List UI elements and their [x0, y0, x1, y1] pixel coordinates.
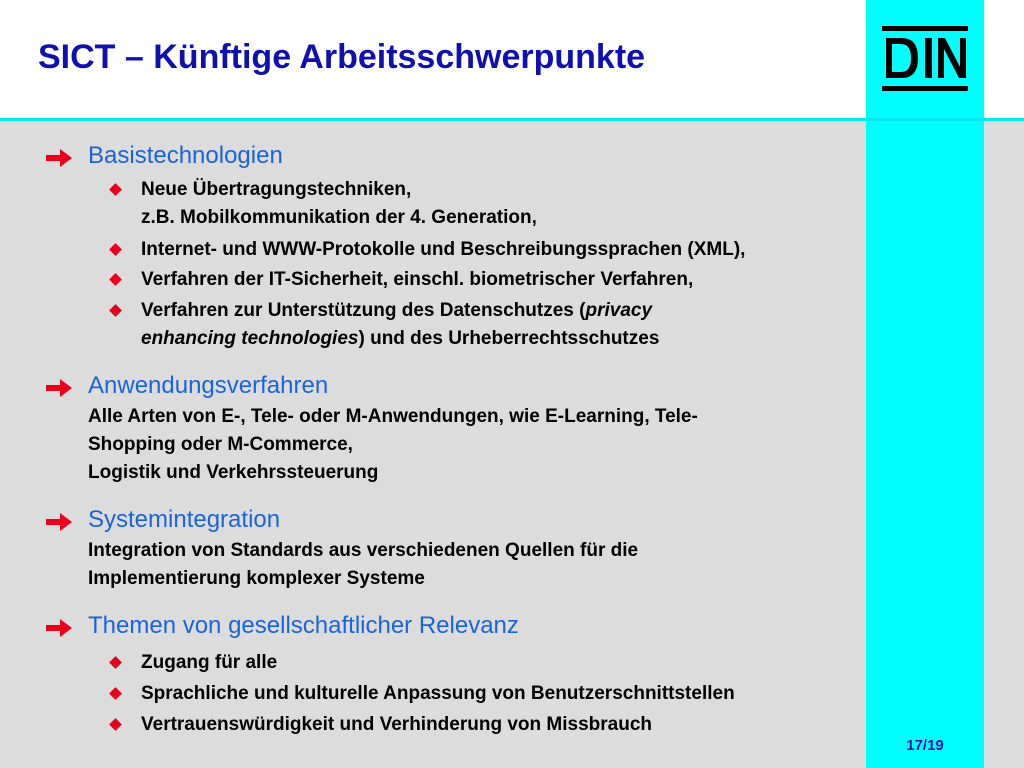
section-body: Integration von Standards aus verschiedenen Quellen für die Implementierung komplexer Systeme: [88, 540, 639, 589]
list-item: Zugang für alle: [141, 652, 278, 673]
din-logo-icon: [880, 20, 970, 94]
arrow-right-icon: [44, 617, 74, 639]
section-title: Anwendungsverfahren: [88, 372, 329, 399]
list-item: Vertrauenswürdigkeit und Verhinderung von Missbrauch: [141, 714, 652, 735]
list-item: Neue Übertragungstechniken, z.B. Mobilkommunikation der 4. Generation,: [141, 179, 537, 228]
arrow-right-icon: [44, 511, 74, 533]
list-item: Verfahren der IT-Sicherheit, einschl. biometrischer Verfahren,: [141, 269, 694, 290]
cyan-side-bar: [866, 0, 984, 768]
arrow-right-icon: [44, 377, 74, 399]
section-body: Alle Arten von E-, Tele- oder M-Anwendungen, wie E-Learning, Tele- Shopping oder M-Commerce, Logistik und Verkehrssteuerung: [88, 406, 698, 483]
arrow-right-icon: [44, 147, 74, 169]
section-title: Themen von gesellschaftlicher Relevanz: [88, 612, 519, 639]
section-title: Basistechnologien: [88, 142, 283, 169]
page-number: 17/19: [906, 737, 944, 754]
section-title: Systemintegration: [88, 506, 281, 533]
slide-title: SICT – Künftige Arbeitsschwerpunkte: [38, 38, 646, 76]
list-item: Internet- und WWW-Protokolle und Beschreibungssprachen (XML),: [141, 239, 746, 260]
list-item: Sprachliche und kulturelle Anpassung von Benutzerschnittstellen: [141, 683, 735, 704]
list-item: Verfahren zur Unterstützung des Datenschutzes (privacy enhancing technologies) und des Urheberrechtsschutzes: [141, 300, 660, 349]
right-margin: [984, 121, 1024, 768]
